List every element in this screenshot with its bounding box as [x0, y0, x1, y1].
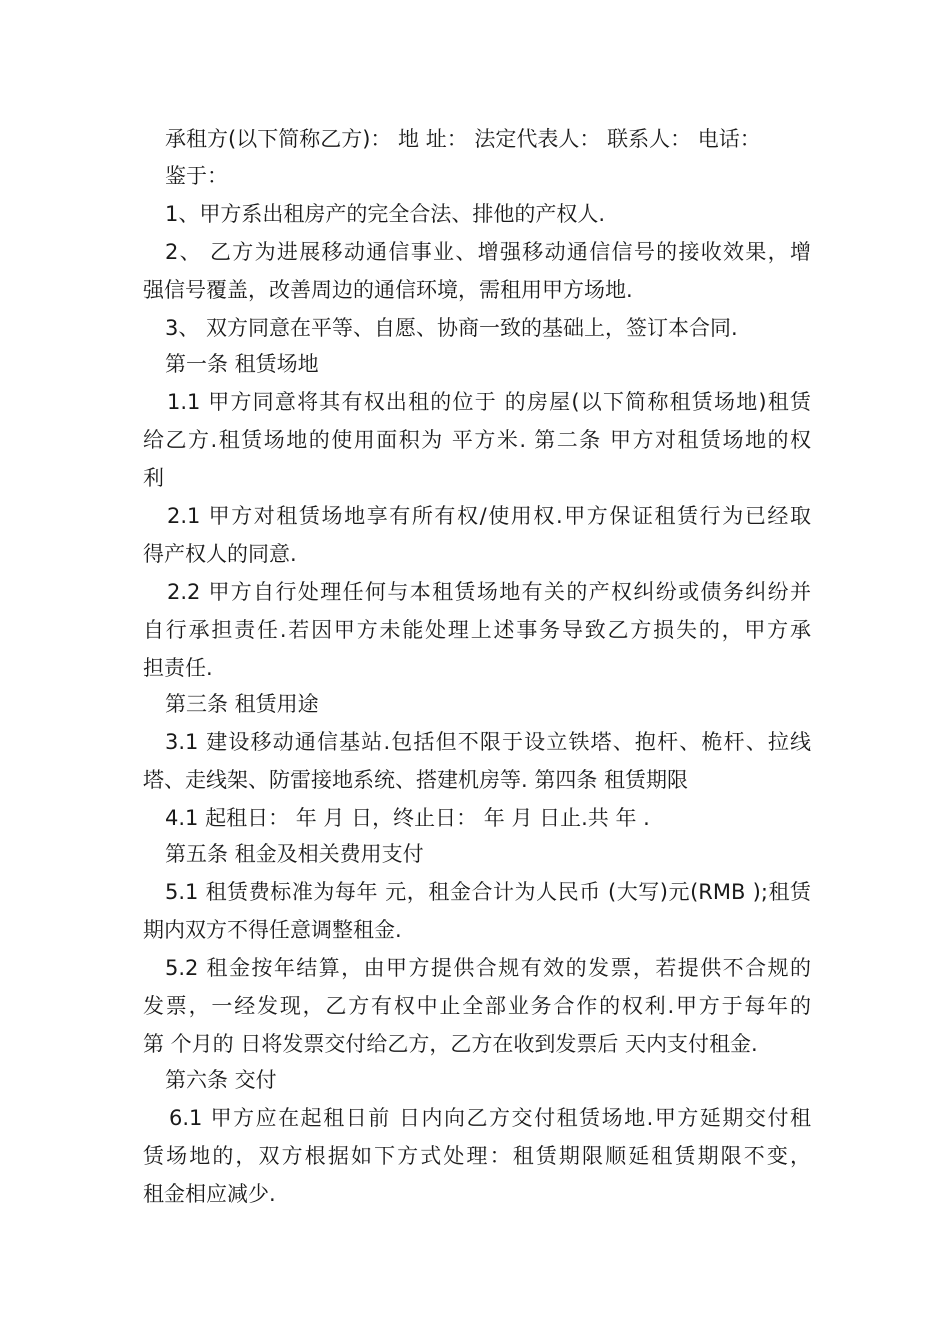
- recital-1: 1、甲方系出租房产的完全合法、排他的产权人.: [165, 202, 606, 226]
- party-b-header-line: 承租方(以下简称乙方)： 地 址： 法定代表人： 联系人： 电话：: [165, 127, 761, 151]
- whereas-heading: 鉴于：: [165, 164, 228, 188]
- clause-4-1: 4.1 起租日： 年 月 日，终止日： 年 月 日止.共 年 .: [165, 806, 650, 830]
- clause-2-2-line-2: 自行承担责任.若因甲方未能处理上述事务导致乙方损失的，甲方承: [143, 618, 811, 642]
- recital-2-line-1: 2、 乙方为进展移动通信事业、增强移动通信信号的接收效果，增: [165, 240, 811, 264]
- recital-2-line-2: 强信号覆盖，改善周边的通信环境，需租用甲方场地.: [143, 278, 633, 302]
- clause-2-2-line-3: 担责任.: [143, 656, 213, 680]
- clause-2-2-line-1: 2.2 甲方自行处理任何与本租赁场地有关的产权纠纷或债务纠纷并: [167, 580, 811, 604]
- article-3-heading: 第三条 租赁用途: [165, 692, 319, 716]
- clause-1-1-line-3: 利: [143, 466, 164, 490]
- article-6-heading: 第六条 交付: [165, 1068, 277, 1092]
- clause-5-2-line-3: 第 个月的 日将发票交付给乙方，乙方在收到发票后 天内支付租金.: [143, 1032, 758, 1056]
- clause-5-2-line-1: 5.2 租金按年结算，由甲方提供合规有效的发票，若提供不合规的: [165, 956, 811, 980]
- article-5-heading: 第五条 租金及相关费用支付: [165, 842, 424, 866]
- clause-1-1-line-2: 给乙方.租赁场地的使用面积为 平方米. 第二条 甲方对租赁场地的权: [143, 428, 811, 452]
- recital-3: 3、 双方同意在平等、自愿、协商一致的基础上，签订本合同.: [165, 316, 738, 340]
- clause-6-1-line-3: 租金相应减少.: [143, 1182, 276, 1206]
- article-1-heading: 第一条 租赁场地: [165, 352, 319, 376]
- clause-5-1-line-2: 期内双方不得任意调整租金.: [143, 918, 402, 942]
- clause-5-2-line-2: 发票，一经发现，乙方有权中止全部业务合作的权利.甲方于每年的: [143, 994, 811, 1018]
- clause-5-1-line-1: 5.1 租赁费标准为每年 元，租金合计为人民币 (大写)元(RMB );租赁: [165, 880, 811, 904]
- clause-6-1-line-1: 6.1 甲方应在起租日前 日内向乙方交付租赁场地.甲方延期交付租: [169, 1106, 811, 1130]
- clause-2-1-line-2: 得产权人的同意.: [143, 542, 297, 566]
- clause-1-1-line-1: 1.1 甲方同意将其有权出租的位于 的房屋(以下简称租赁场地)租赁: [167, 390, 811, 414]
- clause-3-1-line-2: 塔、走线架、防雷接地系统、搭建机房等. 第四条 租赁期限: [143, 768, 689, 792]
- clause-6-1-line-2: 赁场地的，双方根据如下方式处理：租赁期限顺延租赁期限不变，: [143, 1144, 811, 1168]
- clause-2-1-line-1: 2.1 甲方对租赁场地享有所有权/使用权.甲方保证租赁行为已经取: [167, 504, 811, 528]
- clause-3-1-line-1: 3.1 建设移动通信基站.包括但不限于设立铁塔、抱杆、桅杆、拉线: [165, 730, 811, 754]
